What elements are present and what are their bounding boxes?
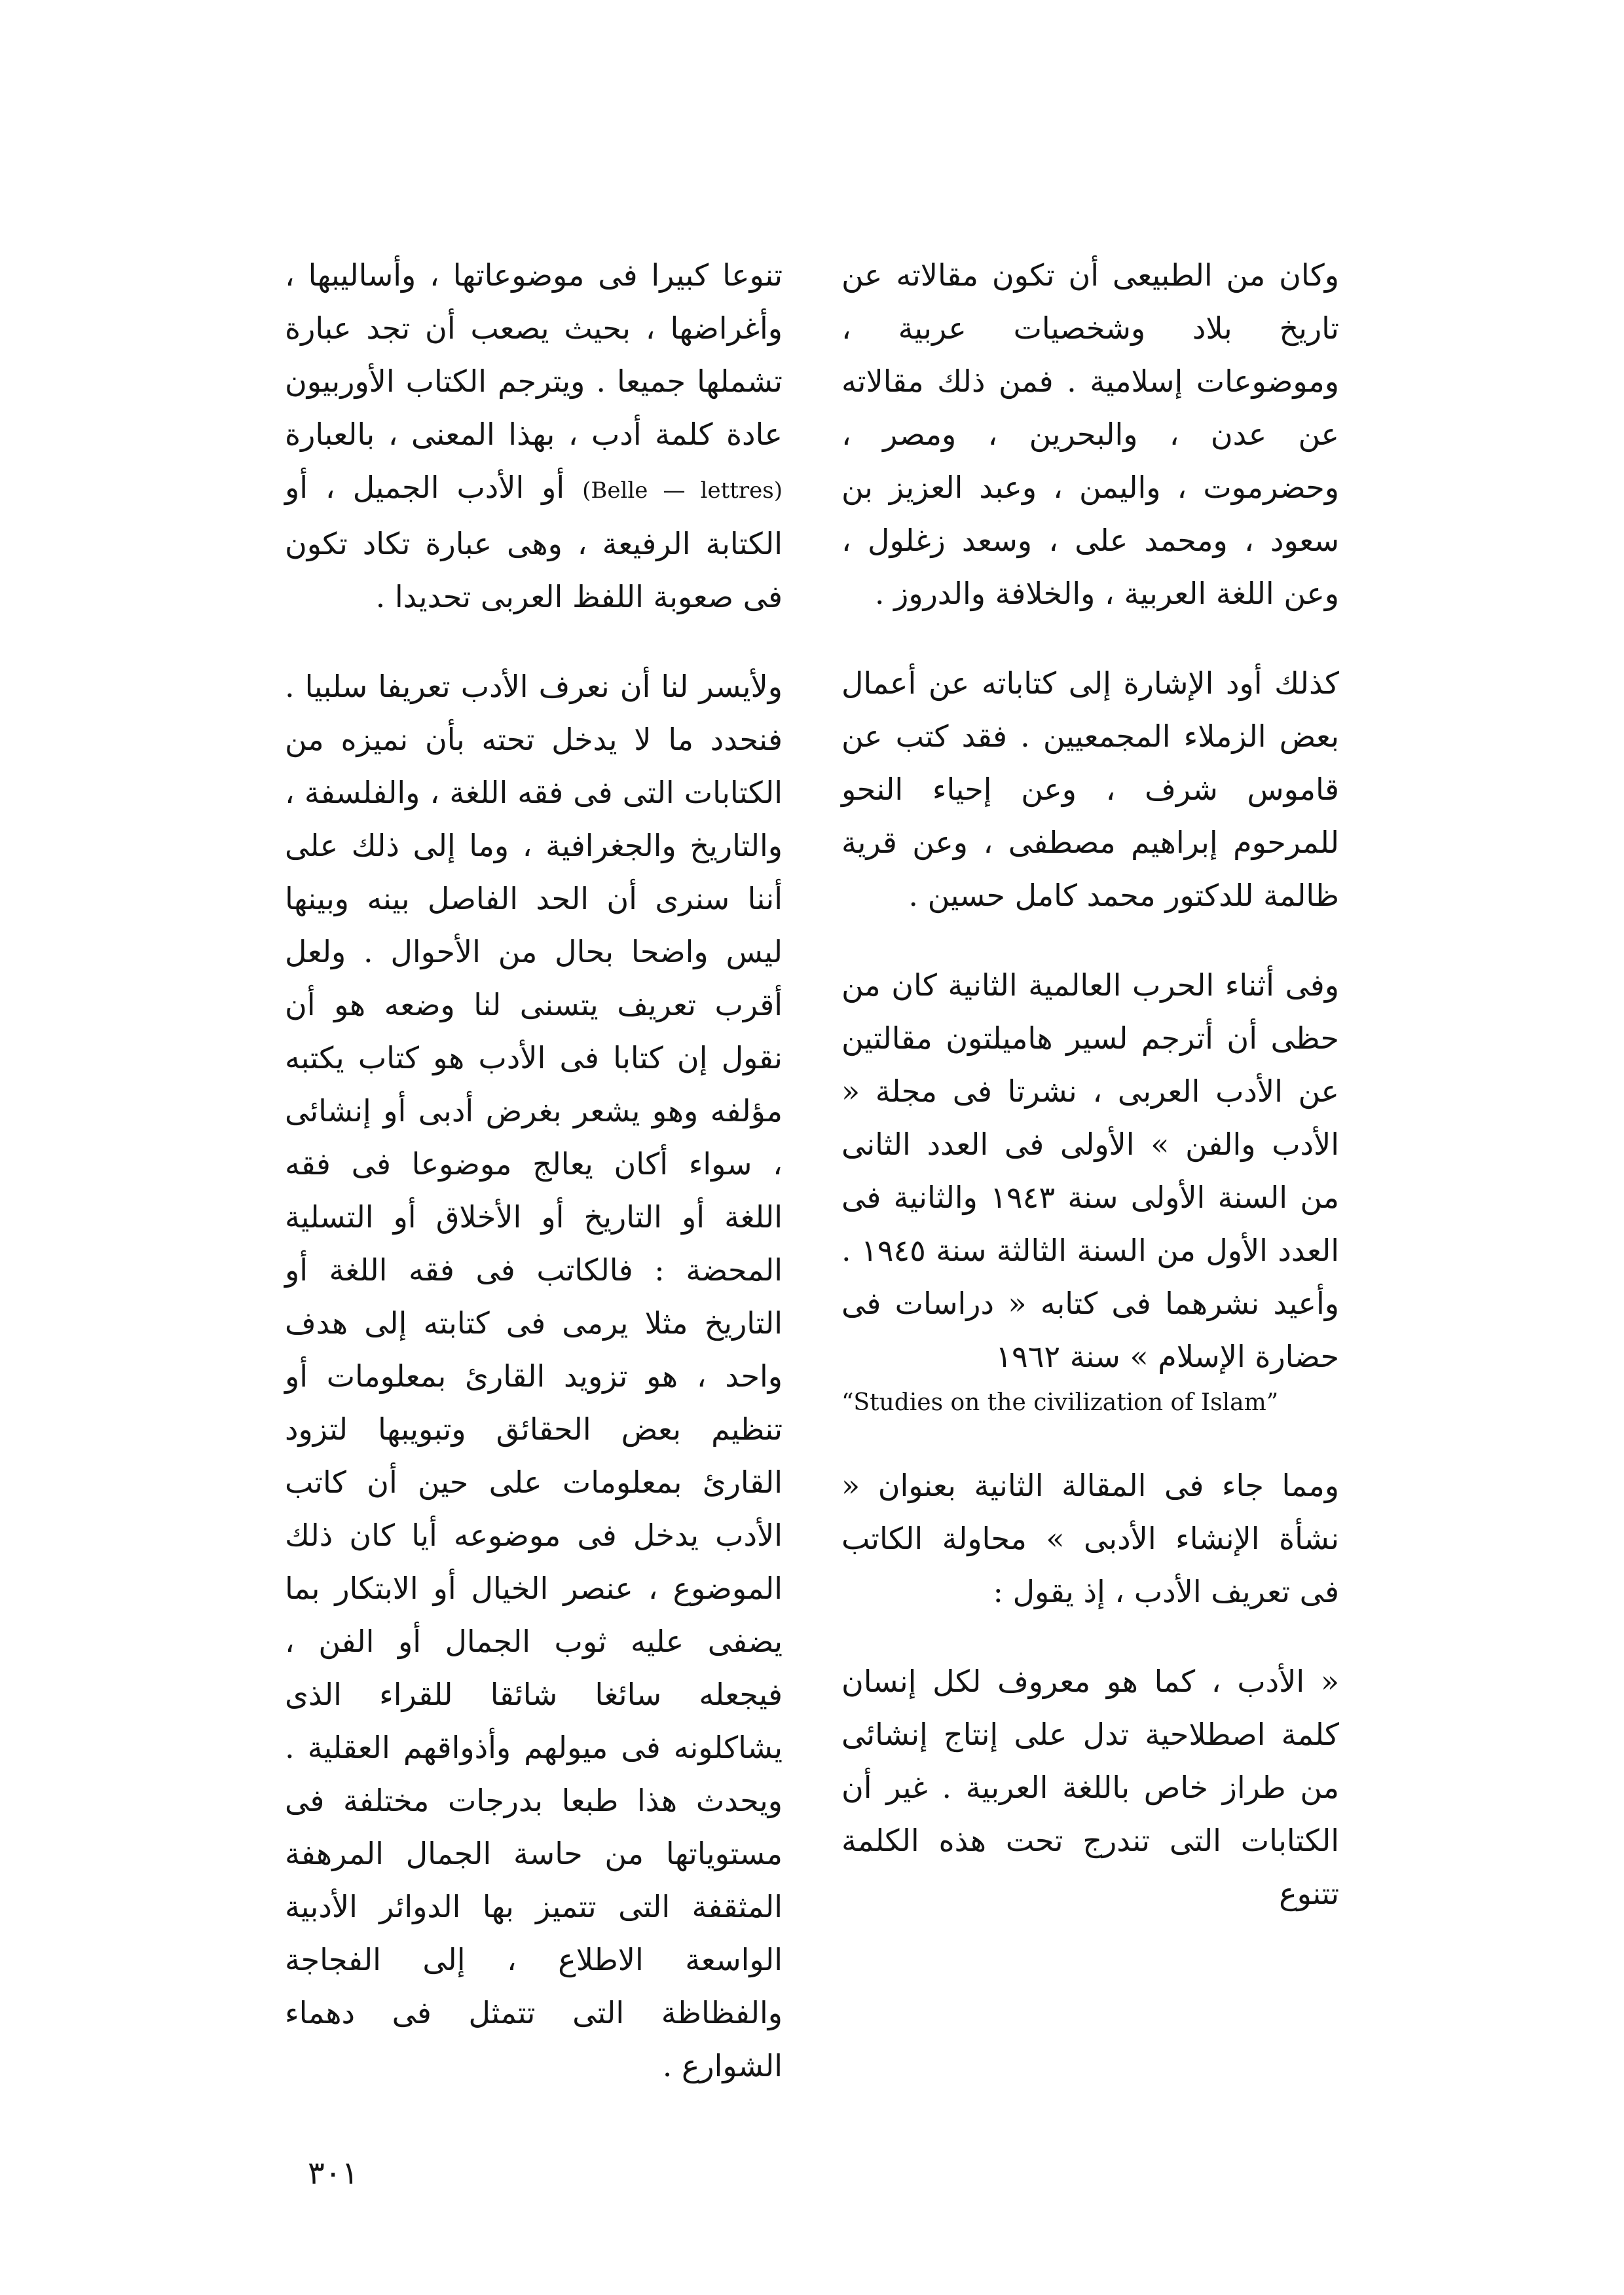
paragraph-articles-topics: وكان من الطبيعى أن تكون مقالاته عن تاريخ بلاد وشخصيات عربية ، وموضوعات إسلامية . فمن ذلك مقالاته عن عدن ، والبحرين ، ومصر ، وحضرموت ، واليمن ، وعبد العزيز بن سعود ، ومحمد على ، وسعد زغلول ، وعن اللغة العربية ، والخلافة والدروز . — [841, 257, 1339, 611]
english-book-title: “Studies on the civilization of Islam” — [841, 1389, 1279, 1416]
right-column — [841, 249, 1339, 1920]
paragraph-quote-start: « الأدب ، كما هو معروف لكل إنسان كلمة اصطلاحية تدل على إنتاج إنشائى من طراز خاص باللغة العربية . غير أن الكتابات التى تندرج تحت هذه الكلمة تتنوع — [841, 1664, 1339, 1911]
belles-lettres-term: (Belle — lettres) — [582, 477, 783, 504]
left-column — [285, 249, 783, 2093]
page-number: ٣٠١ — [308, 2155, 359, 2192]
quote-text-part2: أو الأدب الجميل ، أو الكتابة الرفيعة ، وهى عبارة تكاد تكون فى صعوبة اللفظ العربى تحديدا . — [285, 470, 783, 614]
paragraph-colleagues-works: كذلك أود الإشارة إلى كتاباته عن أعمال بعض الزملاء المجمعيين . فقد كتب عن قاموس شرف ، وعن إحياء النحو للمرحوم إبراهيم مصطفى ، وعن قرية ظالمة للدكتور محمد كامل حسين . — [841, 665, 1339, 913]
paragraph-translation-history: وفى أثناء الحرب العالمية الثانية كان من حظى أن أترجم لسير هاميلتون مقالتين عن الأدب العربى ، نشرتا فى مجلة « الأدب والفن » الأولى فى العدد الثانى من السنة الأولى سنة ١٩٤٣ والثانية فى العدد الأول من السنة الثالثة سنة ١٩٤٥ . وأعيد نشرهما فى كتابه « دراسات فى حضارة الإسلام » سنة ١٩٦٢ — [841, 967, 1339, 1374]
quote-text-part1: تنوعا كبيرا فى موضوعاتها ، وأساليبها ، وأغراضها ، بحيث يصعب أن تجد عبارة تشملها جميعا . ويترجم الكتاب الأوربيون عادة كلمة أدب ، بهذا المعنى ، بالعبارة — [285, 257, 783, 452]
paragraph-article-intro: ومما جاء فى المقالة الثانية بعنوان « نشأة الإنشاء الأدبى » محاولة الكاتب فى تعريف الأدب ، إذ يقول : — [841, 1468, 1339, 1609]
paragraph-literature-definition: ولأيسر لنا أن نعرف الأدب تعريفا سلبيا . فنحدد ما لا يدخل تحته بأن نميزه من الكتابات التى فى فقه اللغة ، والفلسفة ، والتاريخ والجغرافية ، وما إلى ذلك على أننا سنرى أن الحد الفاصل بينه وبينها ليس واضحا بحال من الأحوال . ولعل أقرب تعريف يتسنى لنا وضعه هو أن نقول إن كتابا فى الأدب هو كتاب يكتبه مؤلفه وهو يشعر بغرض أدبى أو إنشائى ، سواء أكان يعالج موضوعا فى فقه اللغة أو التاريخ أو الأخلاق أو التسلية المحضة : فالكاتب فى فقه اللغة أو التاريخ مثلا يرمى فى كتابته إلى هدف واحد ، هو تزويد القارئ بمعلومات أو تنظيم بعض الحقائق وتبويبها لتزود القارئ بمعلومات على حين أن كاتب الأدب يدخل فى موضوعه أيا كان ذلك الموضوع ، عنصر الخيال أو الابتكار بما يضفى عليه ثوب الجمال أو الفن ، فيجعله سائغا شائقا للقراء الذى يشاكلونه فى ميولهم وأذواقهم العقلية . ويحدث هذا طبعا بدرجات مختلفة فى مستوياتها من حاسة الجمال المرهفة المثقفة التى تتميز بها الدوائر الأدبية الواسعة الاطلاع ، إلى الفجاجة والفظاظة التى تتمثل فى دهماء الشوارع . — [285, 669, 783, 2083]
paragraph-quote-continued — [285, 249, 783, 624]
